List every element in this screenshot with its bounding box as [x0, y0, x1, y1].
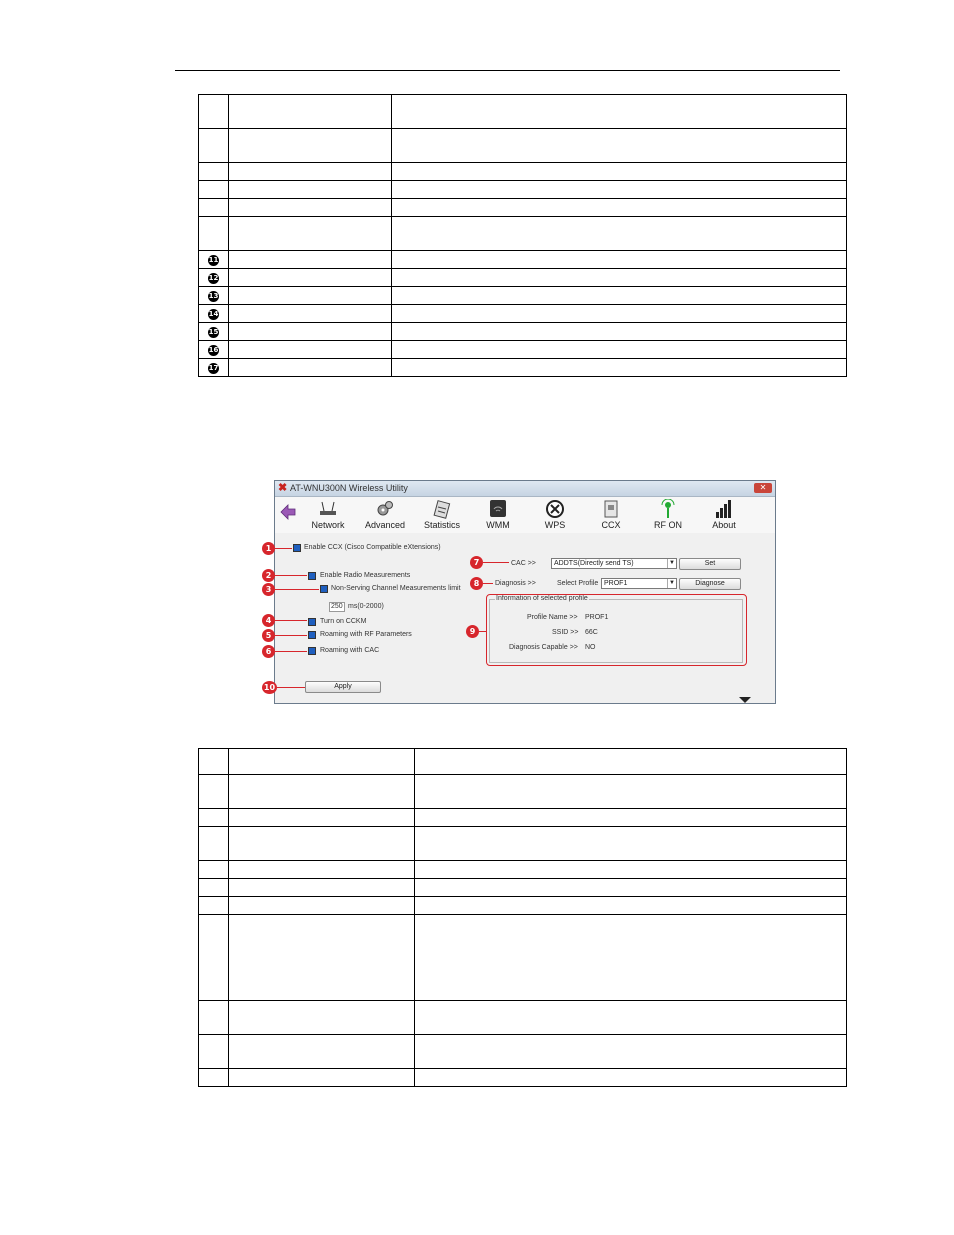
description-cell: [392, 323, 847, 341]
description-cell: [392, 359, 847, 377]
item-cell: [229, 1001, 415, 1035]
item-cell: [229, 181, 392, 199]
row-number-cell: [199, 181, 229, 199]
row-number-cell: [199, 1035, 229, 1069]
radio-measurements-label: Enable Radio Measurements: [320, 572, 411, 579]
item-cell: [229, 1069, 415, 1087]
row-number-cell: [199, 775, 229, 809]
description-cell: [392, 251, 847, 269]
window-title: AT-WNU300N Wireless Utility: [290, 483, 408, 493]
profile-select[interactable]: [601, 578, 677, 589]
apply-button[interactable]: Apply: [305, 681, 381, 693]
table-row: [199, 775, 847, 809]
description-cell: [392, 199, 847, 217]
reference-table-top: [198, 94, 847, 377]
item-cell: [229, 775, 415, 809]
callout-line: [275, 589, 319, 590]
non-serving-checkbox[interactable]: [320, 585, 328, 593]
cac-select[interactable]: [551, 558, 677, 569]
row-number-cell: [199, 1001, 229, 1035]
toolbar-label: WMM: [486, 520, 510, 530]
callout-line: [275, 575, 307, 576]
profile-select-value: PROF1: [604, 580, 628, 587]
roaming-rf-checkbox[interactable]: [308, 631, 316, 639]
item-cell: [229, 897, 415, 915]
app-logo-icon: ✖: [278, 482, 288, 494]
description-cell: [392, 217, 847, 251]
network-icon: [318, 499, 338, 519]
item-cell: [229, 359, 392, 377]
row-number-badge: 11: [208, 256, 219, 264]
table-row: [199, 915, 847, 1001]
item-cell: [229, 809, 415, 827]
callout-line: [483, 583, 493, 584]
table-row: [199, 163, 847, 181]
description-cell: [415, 897, 847, 915]
table-row: [199, 129, 847, 163]
callout-line: [275, 635, 307, 636]
item-cell: [229, 915, 415, 1001]
item-cell: [229, 217, 392, 251]
highlight-box: [486, 594, 747, 666]
toolbar-rf-on[interactable]: [643, 499, 693, 533]
table-row: [199, 861, 847, 879]
table-row: [199, 287, 847, 305]
table-row: [199, 251, 847, 269]
row-number-cell: [199, 897, 229, 915]
callout-3: 3: [262, 583, 275, 596]
radio-measurements-checkbox[interactable]: [308, 572, 316, 580]
row-number-cell: [199, 199, 229, 217]
callout-4: 4: [262, 614, 275, 627]
table-row: [199, 199, 847, 217]
scroll-down-icon[interactable]: [737, 697, 753, 703]
profile-name-value: PROF1: [585, 614, 609, 621]
item-cell: [229, 287, 392, 305]
toolbar-advanced[interactable]: [360, 499, 410, 533]
callout-8: 8: [470, 577, 483, 590]
description-cell: [415, 915, 847, 1001]
item-cell: [229, 251, 392, 269]
ssid-label: SSID >>: [552, 629, 579, 636]
profile-name-label: Profile Name >>: [527, 614, 578, 621]
wps-icon: [545, 499, 565, 519]
row-number-cell: [199, 341, 229, 359]
row-number-badge: 14: [208, 310, 219, 318]
row-number-badge: 17: [208, 364, 219, 372]
row-number-cell: [199, 879, 229, 897]
row-number-cell: [199, 861, 229, 879]
toolbar-label: Network: [311, 520, 345, 530]
description-cell: [415, 749, 847, 775]
description-cell: [392, 181, 847, 199]
table-row: [199, 181, 847, 199]
roaming-cac-checkbox[interactable]: [308, 647, 316, 655]
leap-checkbox[interactable]: [308, 618, 316, 626]
toolbar-label: RF ON: [654, 520, 682, 530]
diagnosis-capable-value: NO: [585, 644, 596, 651]
non-serving-label: Non-Serving Channel Measurements limit: [331, 585, 461, 592]
item-cell: [229, 95, 392, 129]
enable-ccx-checkbox[interactable]: [293, 544, 301, 552]
ms-limit-value: 250: [331, 603, 343, 610]
row-number-cell: [199, 95, 229, 129]
select-profile-label: Select Profile: [557, 580, 599, 587]
cac-select-value: ADDTS(Directly send TS): [554, 560, 634, 567]
table-row: [199, 323, 847, 341]
item-cell: [229, 827, 415, 861]
toolbar-about[interactable]: [699, 499, 749, 533]
table-row: [199, 1069, 847, 1087]
table-row: [199, 269, 847, 287]
table-row: [199, 95, 847, 129]
row-number-badge: 16: [208, 346, 219, 354]
description-cell: [392, 269, 847, 287]
callout-line: [275, 651, 307, 652]
ms-limit-input[interactable]: [329, 602, 345, 612]
set-button[interactable]: Set: [679, 558, 741, 570]
row-number-badge: 15: [208, 328, 219, 336]
toolbar-label: WPS: [544, 520, 566, 530]
item-cell: [229, 269, 392, 287]
callout-9: 9: [466, 625, 479, 638]
row-number-cell: [199, 269, 229, 287]
table-row: [199, 749, 847, 775]
callout-1: 1: [262, 542, 275, 555]
item-cell: [229, 129, 392, 163]
item-cell: [229, 861, 415, 879]
description-cell: [392, 163, 847, 181]
callout-line: [483, 562, 509, 563]
item-cell: [229, 749, 415, 775]
diagnosis-capable-label: Diagnosis Capable >>: [509, 644, 578, 651]
callout-5: 5: [262, 629, 275, 642]
description-cell: [415, 775, 847, 809]
row-number-cell: [199, 1069, 229, 1087]
description-cell: [392, 129, 847, 163]
callout-7: 7: [470, 556, 483, 569]
row-number-cell: [199, 251, 229, 269]
description-cell: [392, 95, 847, 129]
item-cell: [229, 1035, 415, 1069]
toolbar-wps[interactable]: [530, 499, 580, 533]
description-cell: [415, 1001, 847, 1035]
ccx-icon: [601, 499, 621, 519]
description-cell: [415, 879, 847, 897]
rf-on-icon: [658, 499, 678, 519]
table-row: [199, 1001, 847, 1035]
toolbar: [275, 497, 775, 533]
callout-line: [479, 631, 487, 632]
row-number-cell: [199, 163, 229, 181]
table-row: [199, 217, 847, 251]
callout-2: 2: [262, 569, 275, 582]
row-number-cell: [199, 323, 229, 341]
row-number-cell: [199, 129, 229, 163]
item-cell: [229, 879, 415, 897]
row-number-cell: [199, 287, 229, 305]
callout-line: [275, 548, 292, 549]
description-cell: [392, 341, 847, 359]
row-number-cell: [199, 749, 229, 775]
about-icon: [714, 499, 734, 519]
enable-ccx-label: Enable CCX (Cisco Compatible eXtensions): [304, 544, 441, 551]
toolbar-label: About: [712, 520, 736, 530]
leap-label: Turn on CCKM: [320, 618, 367, 625]
row-number-badge: 12: [208, 274, 219, 282]
reference-table-bottom: [198, 748, 847, 1087]
diagnose-button[interactable]: Diagnose: [679, 578, 741, 590]
callout-6: 6: [262, 645, 275, 658]
row-number-cell: [199, 305, 229, 323]
advanced-icon: [375, 499, 395, 519]
toolbar-label: CCX: [601, 520, 621, 530]
table-row: [199, 879, 847, 897]
table-row: [199, 827, 847, 861]
description-cell: [415, 809, 847, 827]
row-number-cell: [199, 217, 229, 251]
row-number-cell: [199, 915, 229, 1001]
item-cell: [229, 323, 392, 341]
row-number-badge: 13: [208, 292, 219, 300]
table-row: [199, 809, 847, 827]
toolbar-statistics[interactable]: [417, 499, 467, 533]
table-row: [199, 897, 847, 915]
description-cell: [415, 861, 847, 879]
table-row: [199, 359, 847, 377]
ssid-value: 66C: [585, 629, 598, 636]
cac-label: CAC >>: [511, 560, 536, 567]
toolbar-network[interactable]: [303, 499, 353, 533]
wireless-utility-window: [274, 480, 776, 704]
row-number-cell: [199, 827, 229, 861]
callout-line: [277, 687, 305, 688]
toolbar-ccx[interactable]: [586, 499, 636, 533]
chevron-down-icon: ▼: [667, 559, 676, 568]
close-icon[interactable]: ✕: [754, 483, 772, 493]
description-cell: [415, 827, 847, 861]
item-cell: [229, 199, 392, 217]
toolbar-label: Statistics: [423, 520, 460, 530]
roaming-rf-label: Roaming with RF Parameters: [320, 631, 412, 638]
chevron-down-icon: ▼: [667, 579, 676, 588]
title-bar: [275, 481, 775, 497]
diagnosis-label: Diagnosis >>: [495, 580, 536, 587]
description-cell: [392, 305, 847, 323]
row-number-cell: [199, 809, 229, 827]
callout-line: [275, 620, 307, 621]
row-number-cell: [199, 359, 229, 377]
table-row: [199, 305, 847, 323]
table-row: [199, 1035, 847, 1069]
description-cell: [415, 1069, 847, 1087]
wmm-icon: [488, 499, 508, 519]
profile-info-title: Information of selected profile: [496, 595, 588, 602]
header-rule: [175, 70, 840, 71]
table-row: [199, 341, 847, 359]
description-cell: [392, 287, 847, 305]
back-arrow-icon[interactable]: [280, 504, 296, 520]
toolbar-wmm[interactable]: [473, 499, 523, 533]
description-cell: [415, 1035, 847, 1069]
item-cell: [229, 305, 392, 323]
item-cell: [229, 163, 392, 181]
toolbar-label: Advanced: [364, 520, 406, 530]
roaming-cac-label: Roaming with CAC: [320, 647, 380, 654]
callout-10: 10: [263, 683, 276, 692]
item-cell: [229, 341, 392, 359]
statistics-icon: [432, 499, 452, 519]
ms-unit-label: ms(0-2000): [348, 603, 384, 610]
